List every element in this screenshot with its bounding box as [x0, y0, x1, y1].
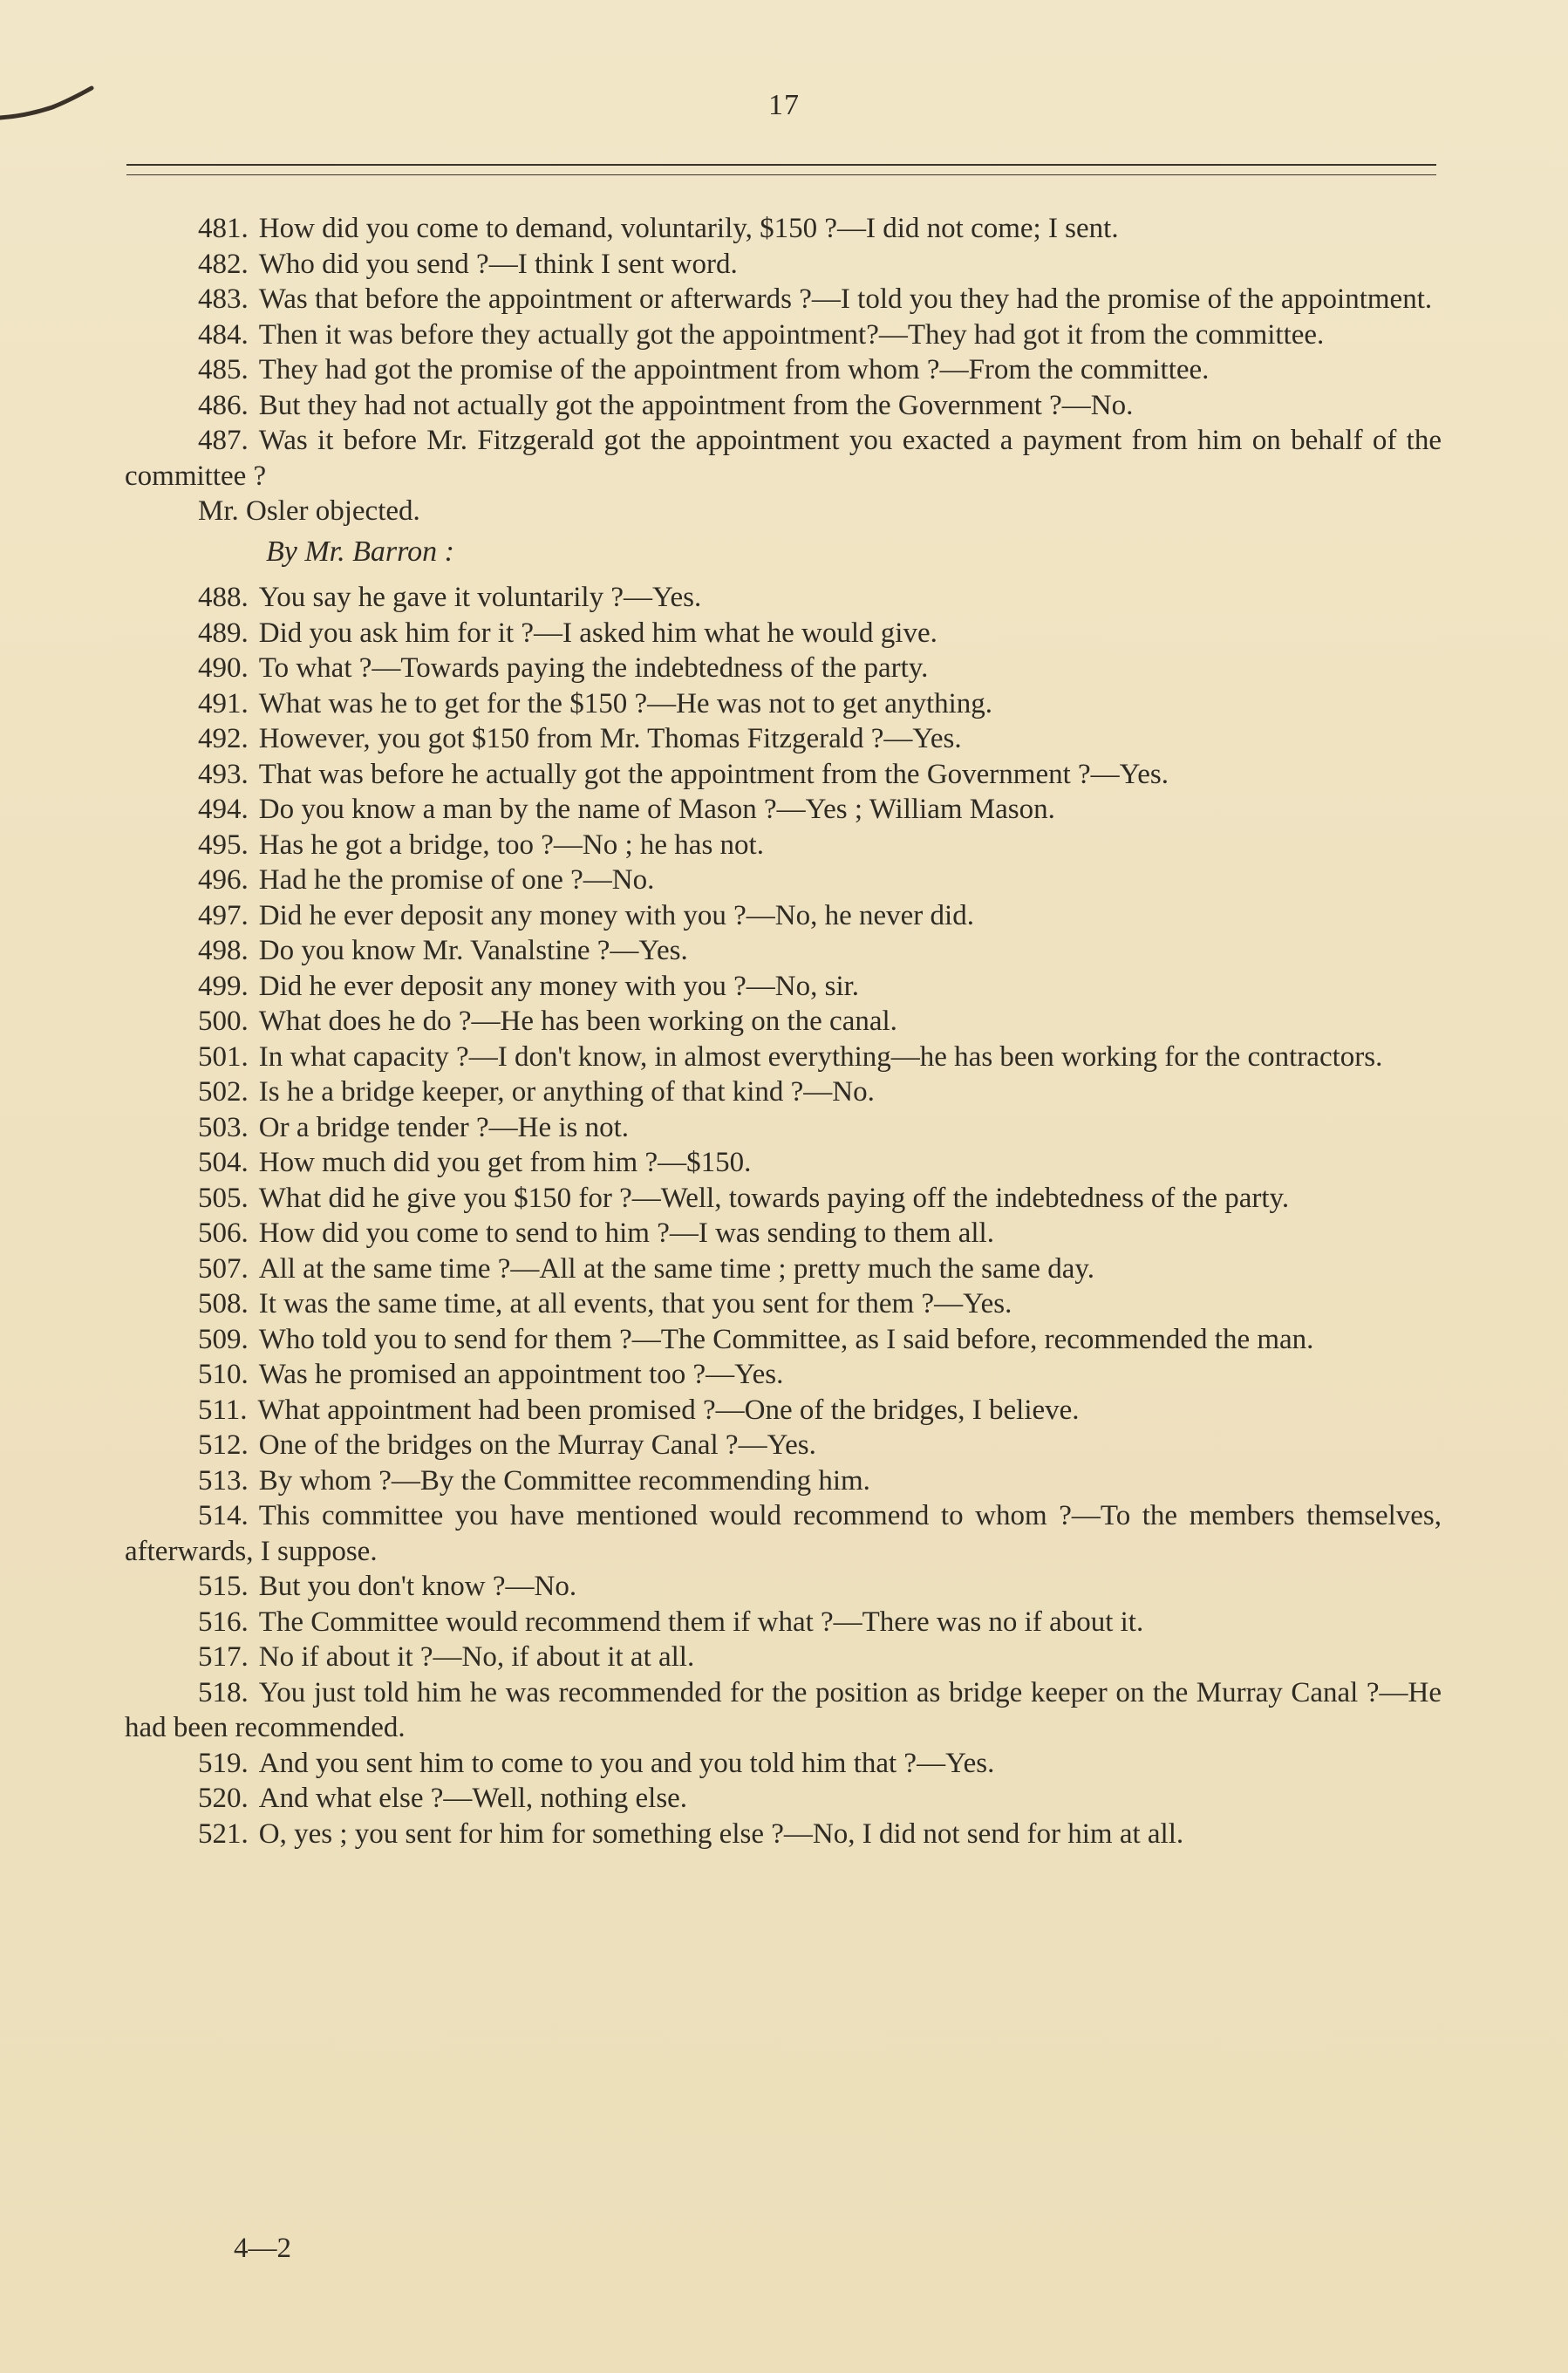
footer-signature: 4—2	[234, 2233, 291, 2264]
testimony-paragraph	[125, 933, 1442, 969]
question-text: By whom ?—By the Committee recommending him.	[258, 1464, 870, 1497]
question-number: 484.	[198, 318, 249, 351]
question-text: This committee you have mentioned would recommend to whom ?—To the members themselves, afterwards, I suppose.	[125, 1500, 1442, 1567]
testimony-paragraph	[125, 247, 1442, 283]
testimony-paragraph	[125, 1074, 1442, 1110]
question-text: Is he a bridge keeper, or anything of that kind ?—No.	[258, 1076, 875, 1108]
testimony-paragraph	[125, 898, 1442, 934]
testimony-section-a	[125, 211, 1442, 529]
testimony-paragraph	[125, 1286, 1442, 1322]
testimony-paragraph	[125, 1675, 1442, 1746]
testimony-paragraph	[125, 1781, 1442, 1817]
question-text: Had he the promise of one ?—No.	[258, 864, 655, 896]
question-number: 490.	[198, 652, 249, 684]
testimony-paragraph	[125, 1216, 1442, 1251]
question-number: 485.	[198, 354, 249, 385]
testimony-paragraph	[125, 211, 1442, 247]
question-text: But they had not actually got the appointment from the Government ?—No.	[258, 389, 1134, 421]
question-number: 487.	[198, 425, 249, 456]
question-number: 502.	[198, 1076, 249, 1108]
question-number: 521.	[198, 1817, 249, 1850]
question-text: Was that before the appointment or afterwards ?—I told you they had the promise of the appointment.	[258, 283, 1433, 315]
question-number: 519.	[198, 1747, 249, 1779]
question-text: All at the same time ?—All at the same time ; pretty much the same day.	[258, 1252, 1094, 1285]
question-number: 493.	[198, 758, 249, 790]
question-number: 489.	[198, 617, 249, 649]
question-text: O, yes ; you sent for him for something else ?—No, I did not send for him at all.	[258, 1817, 1184, 1850]
question-number: 483.	[198, 283, 249, 315]
question-text: In what capacity ?—I don't know, in almost everything—he has been working for the contractors.	[258, 1040, 1383, 1073]
question-text: Mr. Osler objected.	[198, 495, 420, 527]
question-text: How did you come to demand, voluntarily, $150 ?—I did not come; I sent.	[258, 213, 1119, 244]
question-number: 516.	[198, 1606, 249, 1638]
question-number: 505.	[198, 1182, 249, 1214]
testimony-paragraph	[125, 686, 1442, 722]
question-number: 494.	[198, 794, 249, 825]
question-text: How much did you get from him ?—$150.	[258, 1147, 752, 1178]
question-number: 520.	[198, 1783, 249, 1814]
question-text: Do you know a man by the name of Mason ?—Yes ; William Mason.	[258, 794, 1055, 825]
testimony-paragraph	[125, 969, 1442, 1005]
question-text: Who told you to send for them ?—The Committee, as I said before, recommended the man.	[258, 1323, 1314, 1355]
question-number: 509.	[198, 1323, 249, 1355]
testimony-paragraph	[125, 1357, 1442, 1393]
testimony-paragraph	[125, 580, 1442, 616]
question-number: 492.	[198, 723, 249, 754]
question-text: And what else ?—Well, nothing else.	[258, 1783, 688, 1814]
question-number: 500.	[198, 1006, 249, 1037]
question-text: To what ?—Towards paying the indebtedness of the party.	[258, 652, 929, 684]
question-number: 507.	[198, 1252, 249, 1285]
testimony-paragraph	[125, 1110, 1442, 1146]
question-text: They had got the promise of the appointment from whom ?—From the committee.	[258, 354, 1210, 385]
question-number: 481.	[198, 213, 249, 244]
testimony-section-b	[125, 580, 1442, 1851]
question-number: 510.	[198, 1359, 249, 1390]
question-number: 514.	[198, 1500, 249, 1531]
question-text: What was he to get for the $150 ?—He was not to get anything.	[258, 687, 993, 719]
testimony-body	[125, 211, 1442, 1851]
testimony-paragraph	[125, 352, 1442, 388]
testimony-paragraph	[125, 828, 1442, 863]
question-text: Did he ever deposit any money with you ?—No, he never did.	[258, 899, 974, 931]
testimony-paragraph	[125, 1498, 1442, 1569]
testimony-paragraph	[125, 616, 1442, 651]
testimony-paragraph	[125, 1251, 1442, 1287]
testimony-paragraph	[125, 1817, 1442, 1852]
question-number: 486.	[198, 389, 249, 421]
question-text: Was it before Mr. Fitzgerald got the appointment you exacted a payment from him on behalf of the committee ?	[125, 425, 1442, 492]
question-number: 496.	[198, 864, 249, 896]
testimony-paragraph	[125, 1181, 1442, 1217]
testimony-paragraph	[125, 1393, 1442, 1429]
question-text: Who did you send ?—I think I sent word.	[258, 248, 738, 280]
testimony-paragraph	[125, 1463, 1442, 1499]
question-text: But you don't know ?—No.	[258, 1571, 577, 1602]
question-number: 482.	[198, 248, 249, 280]
testimony-paragraph	[125, 1004, 1442, 1040]
testimony-paragraph	[125, 1428, 1442, 1463]
question-text: The Committee would recommend them if what ?—There was no if about it.	[258, 1606, 1144, 1638]
question-number: 513.	[198, 1464, 249, 1497]
question-text: However, you got $150 from Mr. Thomas Fitzgerald ?—Yes.	[258, 723, 962, 754]
question-text: Then it was before they actually got the appointment?—They had got it from the committee.	[258, 318, 1325, 351]
question-text: And you sent him to come to you and you told him that ?—Yes.	[258, 1747, 995, 1779]
testimony-paragraph	[125, 282, 1442, 317]
question-number: 488.	[198, 582, 249, 613]
testimony-paragraph	[125, 1640, 1442, 1675]
page-number: 17	[768, 89, 800, 121]
question-text: Was he promised an appointment too ?—Yes.	[258, 1359, 784, 1390]
header-rule	[126, 164, 1436, 166]
question-number: 501.	[198, 1040, 249, 1073]
testimony-paragraph	[125, 1040, 1442, 1075]
question-text: You say he gave it voluntarily ?—Yes.	[258, 582, 702, 613]
testimony-paragraph	[125, 388, 1442, 424]
question-number: 517.	[198, 1641, 249, 1673]
question-text: It was the same time, at all events, that you sent for them ?—Yes.	[258, 1288, 1012, 1319]
question-number: 508.	[198, 1288, 249, 1319]
testimony-paragraph	[125, 792, 1442, 828]
question-text: You just told him he was recommended for the position as bridge keeper on the Murray Canal ?—He had been recommended.	[125, 1676, 1442, 1743]
question-number: 515.	[198, 1571, 249, 1602]
question-number: 511.	[198, 1394, 248, 1426]
question-text: How did you come to send to him ?—I was sending to them all.	[258, 1217, 994, 1249]
question-text: What did he give you $150 for ?—Well, towards paying off the indebtedness of the party.	[258, 1182, 1290, 1214]
testimony-paragraph	[125, 317, 1442, 353]
question-number: 497.	[198, 899, 249, 931]
testimony-paragraph	[125, 651, 1442, 686]
testimony-paragraph	[125, 1605, 1442, 1640]
testimony-paragraph	[125, 1569, 1442, 1605]
testimony-paragraph	[125, 863, 1442, 898]
question-number: 491.	[198, 687, 249, 719]
testimony-paragraph	[125, 1746, 1442, 1782]
question-number: 504.	[198, 1147, 249, 1178]
testimony-paragraph	[125, 1322, 1442, 1358]
question-number: 499.	[198, 970, 249, 1002]
question-text: Did he ever deposit any money with you ?—No, sir.	[258, 970, 860, 1002]
question-number: 512.	[198, 1429, 249, 1461]
question-text: Did you ask him for it ?—I asked him what he would give.	[258, 617, 937, 649]
testimony-paragraph	[125, 494, 1442, 529]
question-text: No if about it ?—No, if about it at all.	[258, 1641, 695, 1673]
testimony-paragraph	[125, 721, 1442, 757]
question-text: That was before he actually got the appointment from the Government ?—Yes.	[258, 758, 1169, 790]
question-number: 518.	[198, 1676, 249, 1708]
question-text: What appointment had been promised ?—One of the bridges, I believe.	[257, 1394, 1080, 1426]
question-text: What does he do ?—He has been working on the canal.	[258, 1006, 897, 1037]
question-text: Do you know Mr. Vanalstine ?—Yes.	[258, 935, 688, 966]
testimony-paragraph	[125, 1145, 1442, 1181]
testimony-paragraph	[125, 423, 1442, 494]
question-text: Has he got a bridge, too ?—No ; he has not.	[258, 829, 764, 861]
examiner-heading: By Mr. Barron :	[266, 535, 454, 568]
header-rule-thin	[126, 174, 1436, 175]
question-number: 506.	[198, 1217, 249, 1249]
question-number: 503.	[198, 1111, 249, 1143]
question-text: One of the bridges on the Murray Canal ?—Yes.	[258, 1429, 816, 1461]
question-number: 495.	[198, 829, 249, 861]
question-number: 498.	[198, 935, 249, 966]
question-text: Or a bridge tender ?—He is not.	[258, 1111, 630, 1143]
testimony-paragraph	[125, 757, 1442, 793]
